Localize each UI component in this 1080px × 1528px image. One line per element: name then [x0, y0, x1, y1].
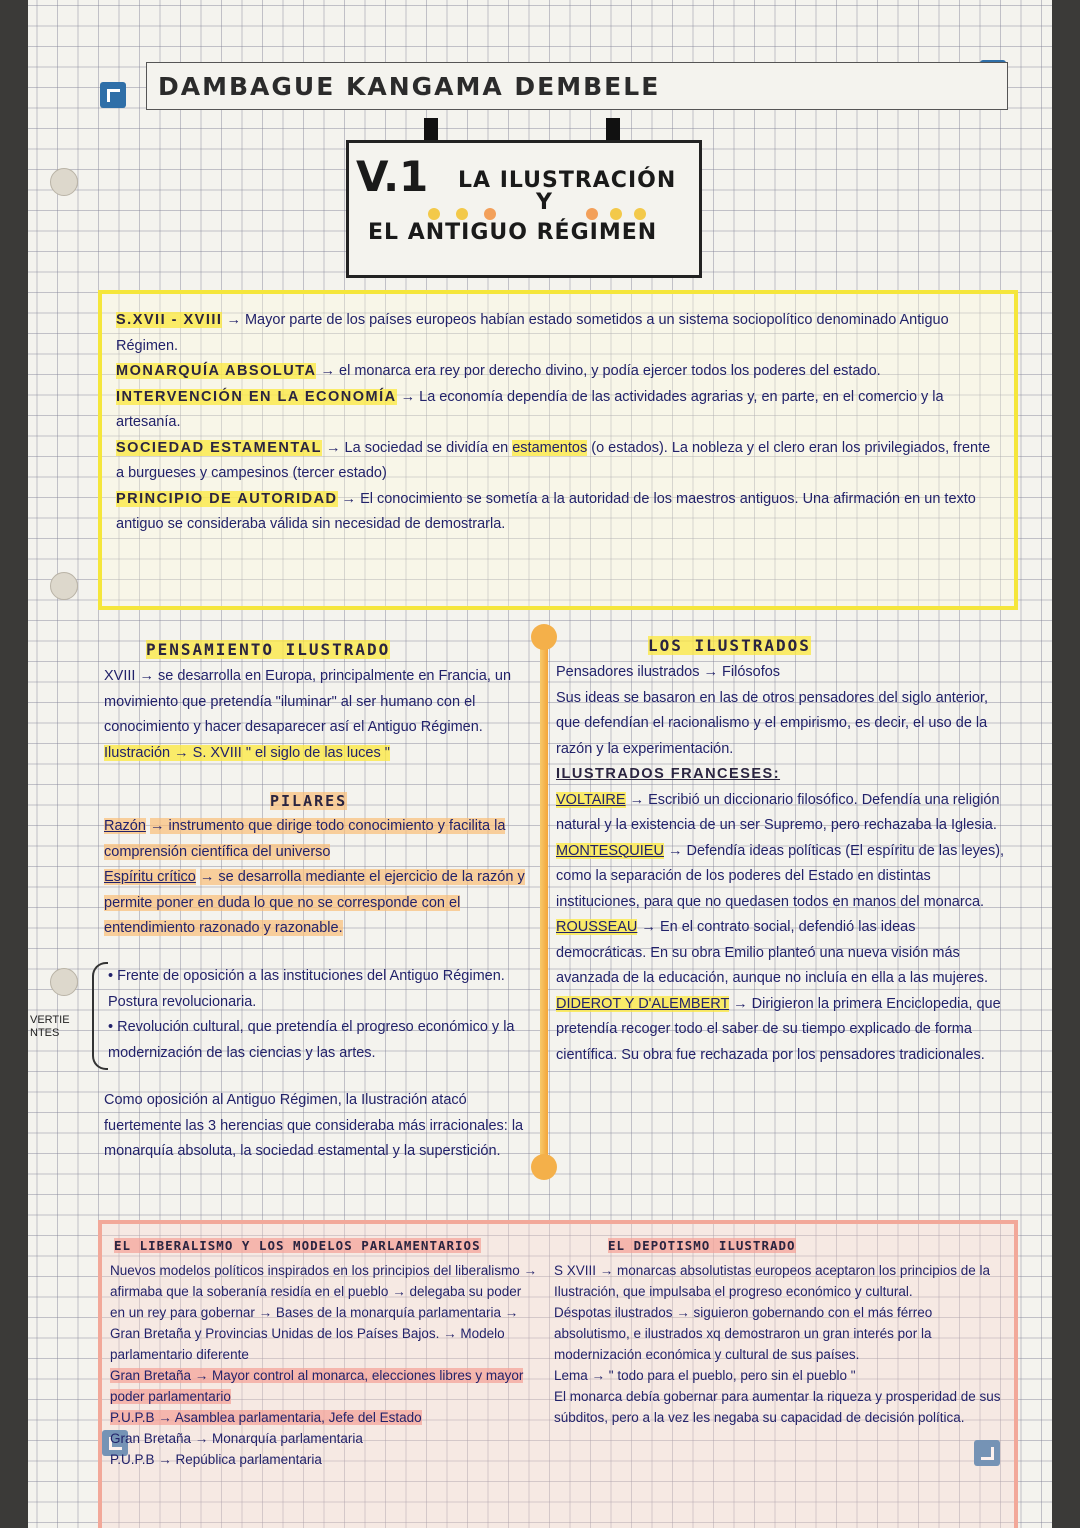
intro-key: S.XVII - XVIII [116, 312, 223, 328]
rousseau-key: ROUSSEAU [556, 919, 638, 935]
razon-text: → instrumento que dirige todo conocimiento y facilita la comprensión científica del universo [104, 818, 506, 860]
montesquieu-key: MONTESQUIEU [556, 842, 664, 859]
despotismo-column [554, 1260, 1004, 1428]
vertiente-1: • Frente de oposición a las instituciones del Antiguo Régimen. Postura revolucionaria. [108, 968, 505, 1010]
liberalismo-p1: Nuevos modelos políticos inspirados en los principios del liberalismo → afirmaba que la soberanía residía en el pueblo → delegaba su poder en un rey para gobernar → Bases de la monarquía parlamentaria → Gran Bretaña y Provincias Unidas de los Países Bajos. → Modelo parlamentario diferente [110, 1263, 537, 1362]
despotismo-p1: S XVIII → monarcas absolutistas europeos aceptaron los principios de la Ilustración, que impulsaba el progreso económico y cultural. [554, 1263, 990, 1299]
pensamiento-column [104, 664, 534, 766]
notebook-page [28, 0, 1052, 1528]
sociedad-text-b: (o estados). La nobleza y el clero eran los privilegiados, frente a burgueses y campesinos (tercer estado) [116, 439, 991, 481]
ilustrados-heading: LOS ILUSTRADOS [648, 636, 811, 655]
liberalismo-column [110, 1260, 540, 1470]
espiritu-text: → se desarrolla mediante el ejercicio de la razón y permite poner en duda lo que no se corresponde con el entendimiento razonado y razonable. [104, 869, 525, 936]
divider-dot-top [531, 624, 557, 650]
despotismo-lema: Lema → " todo para el pueblo, pero sin el pueblo " [554, 1368, 856, 1383]
razon-key: Razón [104, 818, 146, 834]
voltaire-text: → Escribió un diccionario filosófico. Defendía una religión natural y la existencia de un ser Supremo, pero rechazaba la Iglesia. [556, 791, 1000, 833]
pensamiento-p2: Ilustración → S. XVIII " el siglo de las luces " [104, 744, 390, 761]
unit-number: V.1 [356, 152, 429, 201]
intro-text: → Mayor parte de los países europeos habían estado sometidos a un sistema sociopolítico denominado Antiguo Régimen. [116, 312, 949, 354]
economia-text: → La economía dependía de las actividades agrarias y, en parte, en el comercio y la artesanía. [116, 388, 944, 430]
title-dot [484, 208, 496, 220]
rousseau-text: → En el contrato social, defendió las ideas democráticas. En su obra Emilio planteó una nueva visión más avanzada de la educación, aunque no incluía en ella a las mujeres. [556, 919, 989, 986]
vertientes-label: VERTIENTES [30, 1014, 70, 1039]
voltaire-key: VOLTAIRE [556, 791, 626, 808]
title-dot [456, 208, 468, 220]
vertientes-list [108, 964, 534, 1066]
montesquieu-text: → Defendía ideas políticas (El espíritu de las leyes), como la separación de los poderes del Estado en distintas instituciones, para que no quedasen todos en manos del monarca. [556, 842, 1005, 910]
diderot-key: DIDEROT Y D'ALEMBERT [556, 995, 730, 1012]
conclusion-text: Como oposición al Antiguo Régimen, la Ilustración atacó fuertemente las 3 herencias que consideraba más irracionales: la monarquía absoluta, la sociedad estamental y la superstición. [104, 1092, 524, 1159]
pensamiento-conclusion [104, 1088, 534, 1165]
title-dot [610, 208, 622, 220]
binder-hole-middle [50, 572, 78, 600]
title-dot [586, 208, 598, 220]
ilustrados-p2: Sus ideas se basaron en las de otros pensadores del siglo anterior, que defendían el racionalismo y el empirismo, es decir, el uso de la razón y la experimentación. [556, 689, 989, 757]
pilares-column [104, 814, 534, 942]
liberalismo-gb: Gran Bretaña → Mayor control al monarca, elecciones libres y mayor poder parlamentario [110, 1368, 524, 1404]
ilustrados-p1: Pensadores ilustrados → Filósofos [556, 664, 781, 680]
column-divider [540, 632, 548, 1172]
vertiente-2: • Revolución cultural, que pretendía el progreso económico y la modernización de las ciencias y las artes. [108, 1019, 515, 1061]
liberalismo-pupb2: P.U.P.B → República parlamentaria [110, 1452, 322, 1467]
sociedad-key: SOCIEDAD ESTAMENTAL [116, 439, 322, 456]
title-dot [428, 208, 440, 220]
sociedad-text-a: → La sociedad se dividía en [326, 439, 509, 456]
binder-hole-lower [50, 968, 78, 996]
despotismo-heading: EL DEPOTISMO ILUSTRADO [608, 1238, 796, 1253]
liberalismo-heading: EL LIBERALISMO Y LOS MODELOS PARLAMENTARIOS [114, 1238, 481, 1253]
binder-hole-top [50, 168, 78, 196]
economia-key: INTERVENCIÓN EN LA ECONOMÍA [116, 388, 397, 405]
despotismo-p2: Déspotas ilustrados → siguieron gobernando con el más férreo absolutismo, e ilustrados xq demostraron un gran interés por la modernización económica y cultural de sus países. [554, 1305, 933, 1362]
title-dot [634, 208, 646, 220]
corner-marker-top-left [100, 82, 126, 108]
antiguo-regimen-text [116, 308, 996, 538]
student-name: DAMBAGUE KANGAMA DEMBELE [158, 72, 661, 101]
diderot-text: → Dirigieron la primera Enciclopedia, que pretendía recoger todo el saber de su tiempo explicado de forma científica. Su obra fue rechazada por los pensadores tradicionales. [556, 995, 1001, 1063]
liberalismo-gb2: Gran Bretaña → Monarquía parlamentaria [110, 1431, 363, 1446]
liberalismo-pupb: P.U.P.B → Asamblea parlamentaria, Jefe del Estado [110, 1410, 422, 1425]
monarquia-key: MONARQUÍA ABSOLUTA [116, 363, 317, 379]
principio-key: PRINCIPIO DE AUTORIDAD [116, 490, 338, 507]
divider-dot-bottom [531, 1154, 557, 1180]
principio-text: → El conocimiento se sometía a la autoridad de los maestros antiguos. Una afirmación en un texto antiguo se consideraba válida sin necesidad de demostrarla. [116, 490, 976, 532]
franceses-heading: ILUSTRADOS FRANCESES: [556, 766, 781, 782]
ilustrados-column [556, 660, 1006, 1068]
espiritu-key: Espíritu crítico [104, 869, 196, 885]
pensamiento-p1: XVIII → se desarrolla en Europa, principalmente en Francia, un movimiento que pretendía "iluminar" al ser humano con el conocimiento y hacer desaparecer así el Antiguo Régimen. [104, 668, 512, 735]
title-line1: LA ILUSTRACIÓN [458, 168, 677, 193]
vertientes-brace [92, 962, 108, 1070]
estamentos-highlight: estamentos [512, 439, 588, 456]
monarquia-text: → el monarca era rey por derecho divino, y podía ejercer todos los poderes del estado. [320, 363, 881, 379]
pensamiento-heading: PENSAMIENTO ILUSTRADO [146, 640, 391, 659]
pilares-heading: PILARES [270, 792, 348, 810]
title-conjunction: Y [536, 190, 552, 215]
title-line2: EL ANTIGUO RÉGIMEN [368, 220, 658, 245]
despotismo-p3: El monarca debía gobernar para aumentar la riqueza y prosperidad de sus súbditos, pero a la vez les negaba su capacidad de decisión política. [554, 1389, 1001, 1425]
